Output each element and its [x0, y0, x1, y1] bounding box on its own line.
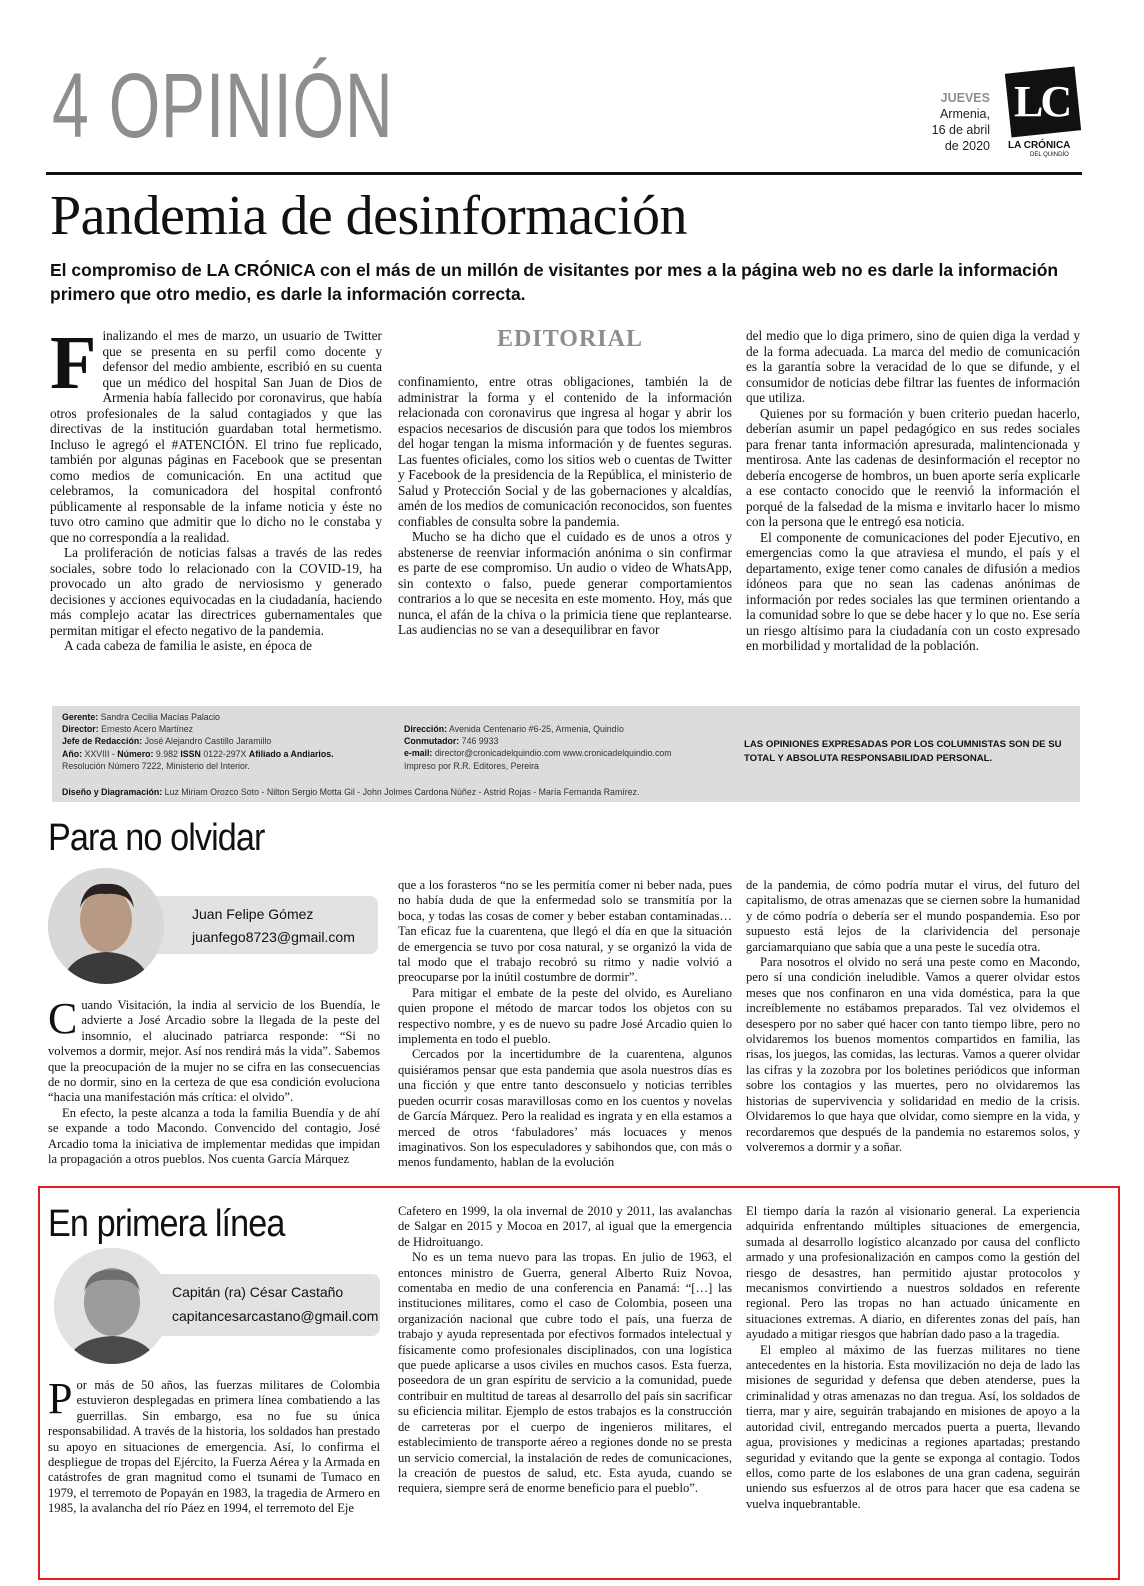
paragraph: El empleo al máximo de las fuerzas militares no tiene antecedentes en la historia. Esta movilización no deja de lado las misiones de seguridad y defensa que deben atenderse, pues la criminalidad y otras amenazas no dan tregua. Así, los soldados de tierra, mar y aire, seguirán trabajando en misiones de apoyo a la autoridad civil, entregando mercados puerta a puerta, llevando agua, provisiones y medicinas a regiones apartadas; prestando seguridad y evitando que la gente se exponga al contagio. Todos ellos, como parte de los eslabones de una gran cadena, seguirán uniendo sus esfuerzos al de otros para hacer que esa cadena se vuelva inquebrantable.: [746, 1342, 1080, 1511]
paragraph: Mucho se ha dicho que el cuidado es de unos a otros y abstenerse de reenviar información anónima o sin confirmar es parte de ese compromiso. Un audio o video de WhatsApp, sin contexto o falso, puede generar comportamientos contrarios a lo que se necesita en este momento. Hoy, más que nunca, el afán de la chiva o la primicia tiene que replantearse. Las audiencias no se van a desequilibrar en favor: [398, 529, 732, 637]
paragraph: de la pandemia, de cómo podría mutar el virus, del futuro del capitalismo, de otras amenazas que se ciernen sobre la humanidad y de cómo podría o debería ser el mundo pospandemia. Eso por supuesto está lejos de la clarividencia del personaje garciamarquiano que sabía que a una peste le sucedía otra.: [746, 878, 1080, 954]
paragraph: No es un tema nuevo para las tropas. En julio de 1963, el entonces ministro de Guerra, general Alberto Ruiz Novoa, comentaba en medio de una conferencia en Panamá: “[…] las instituciones militares, como el caso de Colombia, poseen una organización nacional que cubre todo el país, una fuerza de trabajo y ayuda representada por efectivos formados intelectual y físicamente como profesionales disciplinados, con una logística que puede aplicarse a usos civiles en muchos casos. Esta fuerza, poseedora de un gran espíritu de servicio a la comunidad, puede contribuir en multitud de tareas al desarrollo del país sin sacrificar su eficiencia militar. Ejemplo de estos trabajos es la construcción de carreteras por el cuerpo de ingenieros militares, el establecimiento de transporte aéreo a regiones donde no se presta un servicio comercial, la instalación de redes de comunicaciones, la creación de puestos de salud, etc. Esta ayuda, cuando se requiera, siempre será de enorme beneficio para el pueblo”.: [398, 1250, 732, 1496]
editorial-column-1: [50, 321, 382, 654]
paragraph: Para mitigar el embate de la peste del olvido, es Aureliano quien propone el método de marcar todos los objetos con su respectivo nombre, y es de nuevo su padre José Arcadio quien lo implementa en todo el pueblo.: [398, 985, 732, 1047]
page-section-header: [52, 55, 394, 157]
masthead-box: [52, 706, 1080, 802]
dropcap: C: [48, 994, 78, 1043]
dropcap: F: [50, 321, 97, 405]
date-year: de 2020: [944, 139, 990, 153]
author-photo: [48, 868, 164, 984]
logo-name: LA CRÓNICA: [1008, 140, 1071, 151]
date-day: JUEVES: [940, 91, 990, 105]
author-name: Capitán (ra) César Castaño: [172, 1284, 344, 1300]
paragraph: En efecto, la peste alcanza a toda la familia Buendía y de ahí se expande a todo Macondo. Convencido del contagio, José Arcadio toma la iniciativa de implementar medidas que impidan la propagación a otros pueblos. Nos cuenta García Márquez: [48, 1105, 380, 1167]
issue-date: [932, 90, 990, 154]
editorial-column-3: [746, 328, 1080, 654]
paragraph: Cafetero en 1999, la ola invernal de 2010 y 2011, las avalanchas de Salgar en 2015 y Mocoa en 2017, al igual que la emergencia de Hidroituango.: [398, 1204, 732, 1249]
dropcap: P: [48, 1374, 73, 1423]
paragraph: El tiempo daría la razón al visionario general. La experiencia adquirida enfrentando múltiples situaciones de emergencia, sumada al desarrollo logístico alcanzado por causa del conflicto armado y una profesionalización en campos como la gestión del riesgo de desastres, han permitido ajustar protocolos y mecanismos convirtiendo a nuestros soldados en referente regional. Pero las tropas no han actuado únicamente en situaciones extremas. A diario, en diferentes zonas del país, han ayudado a mitigar riesgos que habrían dado paso a la tragedia.: [746, 1204, 1080, 1342]
newspaper-logo: [1008, 70, 1082, 162]
paragraph: confinamiento, entre otras obligaciones, también la de administrar la forma y el contenido de la información relacionada con coronavirus que ingresa al hogar y abrir los espacios necesarios de discusión para que todos los miembros del hogar tengan la misma información y de fuentes seguras. Las fuentes oficiales, como los sitios web o cuentas de Twitter y Facebook de la presidencia de la República, el ministerio de Salud y Protección Social y de las gobernaciones y alcaldías, amén de los medios de comunicación reconocidos, son fuentes confiables de consulta sobre la pandemia.: [398, 374, 732, 529]
editorial-label: EDITORIAL: [497, 326, 643, 352]
paragraph: Cuando Visitación, la india al servicio de los Buendía, le advierte a José Arcadio sobre la llegada de la peste del insomnio, el alucinado patriarca responde: “Si no volvemos a dormir, mejor. Así nos rendirá más la vida”. Sabemos que la preocupación de la mujer no se cifra en las consecuencias de no dormir, sino en la certeza de que esa condición evoluciona “hacia una manifestación más crítica: el olvido”.: [48, 994, 380, 1105]
paragraph: del medio que lo diga primero, sino de quien diga la verdad y de la forma adecuada. La marca del medio de comunicación es la garantía sobre la veracidad de lo que se difunde, y el consumidor de noticias debe filtrar las fuentes de información que utiliza.: [746, 328, 1080, 405]
paragraph: A cada cabeza de familia le asiste, en época de: [64, 638, 313, 653]
date-city: Armenia,: [939, 107, 990, 121]
paragraph: Quienes por su formación y buen criterio puedan hacerlo, deberían asumir un papel pedagógico en sus redes sociales para frenar tanta información apresurada, malintencionada y mentirosa. Ante las cadenas de desinformación el receptor no debería encogerse de hombros, un buen aporte sería explicarle a ese contacto conocido que le reenvió la información el porqué de la falsedad de la misma e invitarlo hacer lo mismo con la persona que le entregó esa noticia.: [746, 405, 1080, 529]
date-line: 16 de abril: [931, 123, 990, 137]
paragraph: Cercados por la incertidumbre de la cuarentena, algunos quisiéramos pensar que esta pandemia que asola nuestros días es una ficción y que entre tanto desconsuelo y noticias terribles pueden ocurrir cosas maravillosas como en los cuentos y novelas de García Márquez. Pero la realidad es ingrata y en ella estamos a merced de otros ‘fabuladores’ más locuaces y menos imaginativos. Son los especuladores y sabihondos que, con más o menos fundamento, hablan de la evolución: [398, 1047, 732, 1170]
column1-text-3: [746, 878, 1080, 1155]
author-photo: [54, 1248, 170, 1364]
logo-letters: LC: [1014, 77, 1070, 126]
header-rule: [46, 172, 1082, 175]
column2-text-2: [398, 1204, 732, 1497]
masthead-disclaimer: LAS OPINIONES EXPRESADAS POR LOS COLUMNISTAS SON DE SU TOTAL Y ABSOLUTA RESPONSABILIDAD PERSONAL.: [744, 739, 1062, 764]
editorial-headline: Pandemia de desinformación: [50, 185, 688, 247]
author-name: Juan Felipe Gómez: [192, 906, 314, 922]
paragraph: Finalizando el mes de marzo, un usuario de Twitter que se presenta en su perfil como docente y defensor del medio ambiente, escribió en su cuenta que un médico del hospital San Juan de Dios de Armenia había fallecido por coronavirus, que había otros profesionales de la salud contagiados y que las directivas de la institución guardaban total hermetismo. Incluso le agregó el #ATENCIÓN. El trino fue replicado, también por algunas páginas en Facebook que se presentan como medios de comunicación. En una actitud que celebramos, la comunicadora del hospital confrontó públicamente al responsable de la infame noticia y éste no tuvo otro camino que admitir que lo dicho no le constaba y que no correspondía a la realidad.: [50, 321, 382, 545]
author-email: capitancesarcastano@gmail.com: [172, 1308, 379, 1324]
paragraph: La proliferación de noticias falsas a través de las redes sociales, sobre todo lo relacionado con la COVID-19, ha provocado un alto grado de nerviosismo y generado decisiones y acciones equivocadas en la ciudadanía, haciendo más complejo acatar las directrices gubernamentales que permitan mitigar el efecto negativo de la pandemia.: [50, 545, 382, 638]
logo-subtitle: DEL QUINDÍO: [1030, 152, 1069, 158]
column2-text-1: [48, 1374, 380, 1517]
paragraph: Por más de 50 años, las fuerzas militares de Colombia estuvieron desplegadas en primera línea combatiendo a las guerrillas. Sin embargo, esa no fue su única responsabilidad. A través de la historia, los soldados han prestado su apoyo en situaciones de emergencia. Así, lo confirma el despliegue de tropas del Ejército, la Fuerza Aérea y la Armada en catástrofes de gran magnitud como el tsunami de Tumaco en 1979, el terremoto de Popayán en 1983, la tragedia de Armero en 1985, la avalancha del río Páez en 1994, el terremoto del Eje: [48, 1374, 380, 1516]
column1-text-2: [398, 878, 732, 1171]
page-number: 4: [52, 55, 90, 157]
masthead-design-credits: Diseño y Diagramación: Luz Miriam Orozco Soto - Nilton Sergio Motta Gil - John Jolmes Cardona Núñez - Astrid Rojas - María Fernanda Ramírez.: [62, 787, 640, 797]
section-name: OPINIÓN: [108, 55, 394, 157]
paragraph: El componente de comunicaciones del poder Ejecutivo, en emergencias como la que atraviesa el mundo, el país y el departamento, exige tener como canales de difusión a medios idóneos para que no sean las cadenas anónimas de información por redes sociales las que terminen orientando a la comunidad sobre lo que se debe hacer y lo que no. Ese sería un riesgo altísimo para la ciudadanía con un costo expresado en morbilidad y mortalidad de la población.: [746, 529, 1080, 653]
editorial-deck: El compromiso de LA CRÓNICA con el más de un millón de visitantes por mes a la página web no es darle la información primero que otro medio, es darle la información correcta.: [50, 260, 1059, 304]
author-email: juanfego8723@gmail.com: [192, 929, 355, 945]
masthead-left: Gerente: Sandra Cecilia Macías Palacio Director: Ernesto Acero Martínez Jefe de Redacción: José Alejandro Castillo Jaramillo Año: XXVIII - Número: 9.982 ISSN 0122-297X Afiliado a Andiarios. Resolución Número 7222, Ministerio del Interior.: [62, 712, 334, 771]
paragraph: que a los forasteros “no se les permitía comer ni beber nada, pues no había duda de que la enfermedad solo se transmitía por la boca, y todas las cosas de comer y beber estaban contaminadas… Tan eficaz fue la cuarentena, que llegó el día en que la situación de emergencia se tuvo por cosa natural, y se organizó la vida de tal modo que el trabajo recobró su ritmo y nadie volvió a preocuparse por la inútil costumbre de dormir”.: [398, 878, 732, 985]
column2-text-3: [746, 1204, 1080, 1512]
paragraph: Para nosotros el olvido no será una peste como en Macondo, pero sí una condición ineludible. Vamos a querer olvidar estos meses que nos confinaron en una vida doméstica, para la que increíblemente no estábamos preparados. Tal vez olvidemos el desespero por no saber qué hacer con tanto tiempo libre, pero no olvidaremos los buenos momentos compartidos en familia, las risas, los juegos, las comidas, las lecturas. Vamos a querer olvidar las cifras y la zozobra por los boletines periódicos que informan sobre los contagios y las muertes, pero no olvidaremos las historias de supervivencia y solidaridad en medio de la crisis. Olvidaremos lo que haya que olvidar, como siempre en la vida, y recordaremos que después de la pandemia no estaremos solos, y volveremos a dormir y a soñar.: [746, 955, 1080, 1154]
column1-text-1: [48, 994, 380, 1167]
column-title: Para no olvidar: [48, 817, 265, 859]
editorial-column-2: [398, 374, 732, 638]
masthead-middle: Dirección: Avenida Centenario #6-25, Armenia, Quindío Conmutador: 746 9933 e-mail: director@cronicadelquindio.com www.cronicadelquindio.com Impreso por R.R. Editores, Pereira: [404, 724, 672, 771]
column-title: En primera línea: [48, 1203, 285, 1245]
